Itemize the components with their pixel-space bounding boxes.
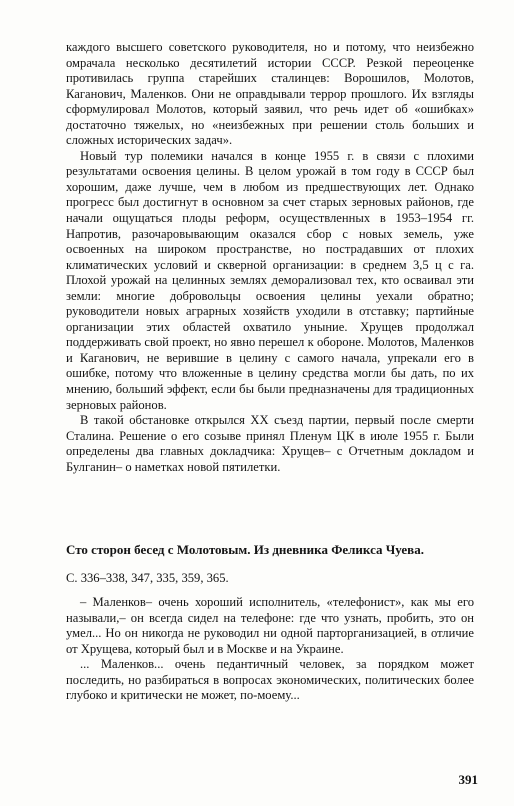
quote-paragraph-1: – Маленков– очень хороший исполнитель, «телефонист», как мы его называли,– он всегда сидел на телефоне: где что узнать, пробить, это он умел... Но он никогда не руководил ни одной парторганизацией, в отличие от Хрущева, который был и в Москве и на Украине. [66,595,474,656]
paragraph-twentieth-congress: В такой обстановке открылся XX съезд партии, первый после смерти Сталина. Решение о его созыве принял Пленум ЦК в июле 1955 г. Были определены два главных докладчика: Хрущев– с Отчетным докладом и Булганин– о наметках новой пятилетки. [66,413,474,474]
source-heading: Сто сторон бесед с Молотовым. Из дневника Феликса Чуева. [66,542,424,557]
main-text [66,40,474,475]
page-number: 391 [458,772,478,787]
source-pages: С. 336–338, 347, 335, 359, 365. [66,571,229,585]
paragraph-continuation: каждого высшего советского руководителя, но и потому, что неизбежно омрачала несколько десятилетий истории СССР. Резкой переоценке противилась группа старейших сталинцев: Ворошилов, Молотов, Каганович, Маленков. Они не оправдывали террор прошлого. Их взгляды сформулировал Молотов, который заявил, что речь идет об «ошибках» достаточно тяжелых, но «неизбежных при решении столь больших и сложных исторических задач». [66,40,474,148]
quote-text [66,595,474,704]
quote-paragraph-2: ... Маленков... очень педантичный человек, за порядком может последить, но разбираться в вопросах экономических, политических более глубоко и критически не может, по-моему... [66,657,474,702]
paragraph-virgin-lands: Новый тур полемики начался в конце 1955 г. в связи с плохими результатами освоения целины. В целом урожай в том году в СССР был хорошим, даже лучше, чем в любом из предшествующих лет. Однако прогресс был достигнут в основном за счет старых зерновых районов, где начали ощущаться плоды реформ, осуществленных в 1953–1954 гг. Напротив, разочаровывающим оказался сбор с новых земель, уже освоенных на широком пространстве, но пострадавших от плохих климатических условий и скверной организации: в среднем 3,5 ц с га. Плохой урожай на целинных землях деморализовал тех, кто осваивал эти земли: многие добровольцы освоения целины уехали обратно; руководители новых аграрных хозяйств уходили в отставку; партийные организации этих областей охватило уныние. Хрущев продолжал поддерживать свой проект, но явно перешел к обороне. Молотов, Маленков и Каганович, не верившие в целину с самого начала, упрекали его в ошибке, потому что вложенные в целину средства могли бы дать, по их мнению, больший эффект, если бы были предназначены для традиционных зерновых районов. [66,148,474,412]
